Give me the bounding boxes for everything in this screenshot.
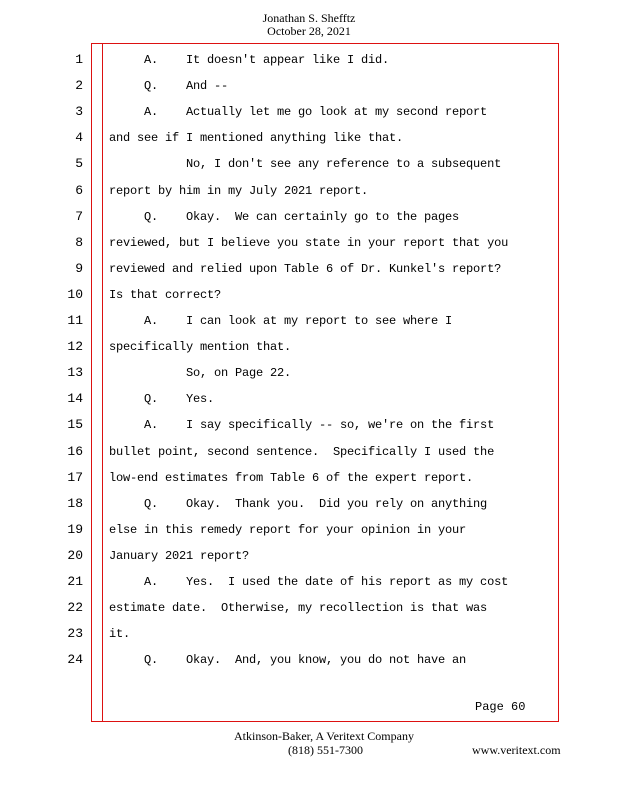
line-number: 18 — [67, 495, 83, 511]
transcript-line: No, I don't see any reference to a subsequent — [109, 157, 502, 172]
line-number: 9 — [75, 260, 83, 276]
transcript-line: Q. Yes. — [109, 392, 215, 407]
transcript-line: Q. And -- — [109, 79, 229, 94]
witness-name: Jonathan S. Shefftz — [262, 11, 356, 25]
margin-rule — [102, 43, 103, 722]
line-number: 7 — [75, 208, 83, 224]
line-number: 23 — [67, 626, 83, 642]
transcript-line: A. Yes. I used the date of his report as my cost — [109, 575, 509, 589]
line-number: 6 — [75, 182, 83, 198]
transcript-line: reviewed and relied upon Table 6 of Dr. Kunkel's report? — [109, 261, 502, 276]
line-number: 19 — [67, 521, 83, 537]
line-number: 11 — [67, 313, 83, 328]
transcript-line: report by him in my July 2021 report. — [109, 183, 369, 198]
transcript-line: Q. Okay. And, you know, you do not have an — [109, 653, 467, 668]
line-number: 1 — [75, 52, 83, 67]
transcript-line: reviewed, but I believe you state in your report that you — [109, 235, 509, 250]
line-number: 15 — [67, 417, 83, 433]
line-number: 3 — [75, 104, 83, 120]
line-number: 16 — [67, 443, 83, 459]
transcript-line: and see if I mentioned anything like that. — [109, 131, 404, 146]
deposition-date: October 28, 2021 — [267, 24, 351, 38]
transcript-line: else in this remedy report for your opinion in your — [109, 522, 467, 537]
transcript-line: A. Actually let me go look at my second report — [109, 105, 488, 120]
transcript-line: A. I say specifically -- so, we're on the first — [109, 418, 495, 433]
transcript-line: low-end estimates from Table 6 of the expert report. — [109, 470, 474, 485]
footer-company: Atkinson-Baker, A Veritext Company — [234, 729, 414, 743]
transcript-line: So, on Page 22. — [109, 366, 292, 381]
page-number: Page 60 — [475, 700, 526, 714]
line-number: 20 — [67, 547, 83, 563]
transcript-line: Q. Okay. Thank you. Did you rely on anything — [109, 496, 488, 511]
transcript-line: estimate date. Otherwise, my recollection is that was — [109, 601, 488, 616]
transcript-line: Q. Okay. We can certainly go to the pages — [109, 209, 460, 224]
line-number: 14 — [67, 391, 83, 407]
footer-phone: (818) 551-7300 — [288, 743, 363, 757]
transcript-line: January 2021 report? — [109, 548, 250, 563]
transcript-line: specifically mention that. — [109, 340, 292, 355]
transcript-line: it. — [109, 627, 131, 642]
line-number: 24 — [67, 652, 83, 668]
line-number: 8 — [75, 234, 83, 250]
transcript-line: A. I can look at my report to see where I — [109, 314, 453, 328]
transcript-line: bullet point, second sentence. Specifically I used the — [109, 444, 495, 459]
line-number: 10 — [67, 286, 83, 302]
line-number: 4 — [75, 130, 83, 146]
line-number: 5 — [75, 156, 83, 172]
transcript-line: A. It doesn't appear like I did. — [109, 53, 390, 67]
transcript-line: Is that correct? — [109, 287, 222, 302]
line-number: 12 — [67, 339, 83, 355]
line-number: 22 — [67, 600, 83, 616]
line-number: 21 — [67, 574, 83, 589]
line-number: 2 — [75, 78, 83, 94]
line-number: 13 — [67, 365, 83, 381]
line-number: 17 — [67, 469, 83, 485]
footer-website[interactable]: www.veritext.com — [472, 743, 561, 757]
